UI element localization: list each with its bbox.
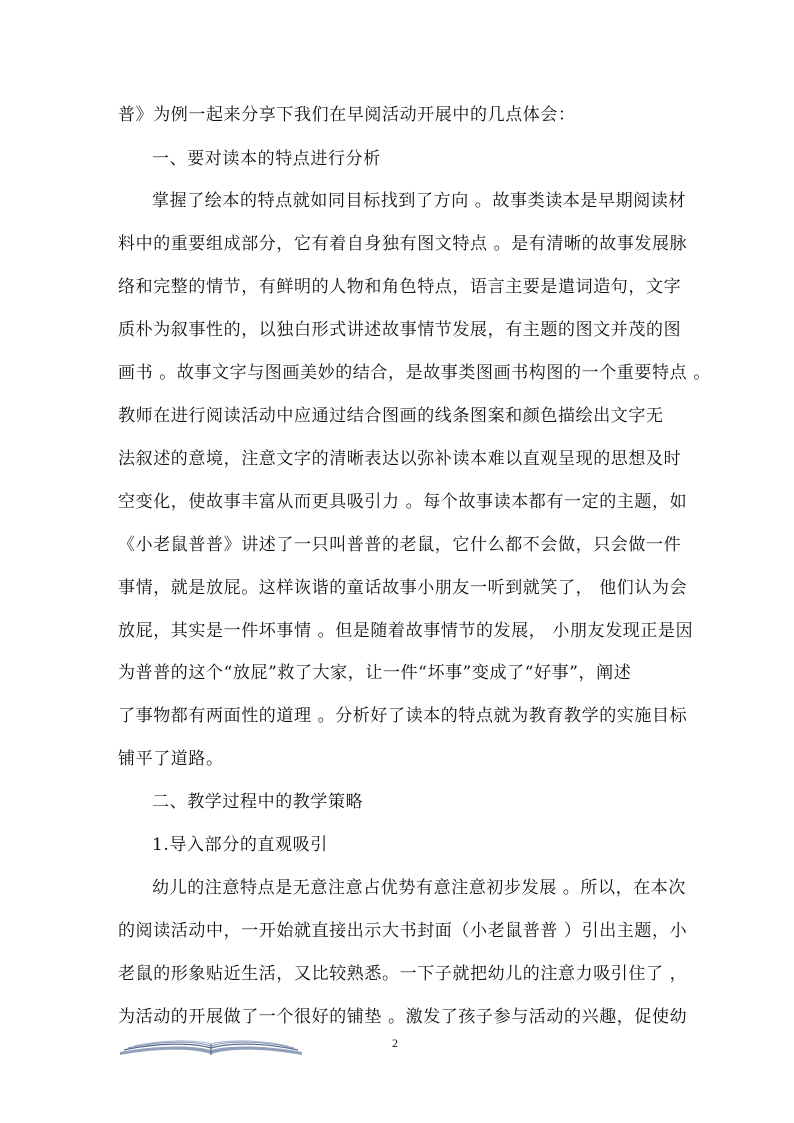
text-line: 幼儿的注意特点是无意注意占优势有意注意初步发展 。所以，在本次 xyxy=(152,878,687,898)
text-line: 掌握了绘本的特点就如同目标找到了方向 。故事类读本是早期阅读材 xyxy=(152,191,687,211)
text-line: 普》为例一起来分享下我们在早阅活动开展中的几点体会： xyxy=(118,105,576,125)
text-line: 《小老鼠普普》讲述了一只叫普普的老鼠，它什么都不会做，只会做一件 xyxy=(118,535,682,555)
text-line: 为活动的开展做了一个很好的铺垫 。激发了孩子参与活动的兴趣，促使幼 xyxy=(118,1007,688,1027)
text-line: 料中的重要组成部分，它有着自身独有图文特点 。是有清晰的故事发展脉 xyxy=(118,234,688,254)
page-number: 2 xyxy=(392,1036,398,1050)
text-line: 为普普的这个“放屁”救了大家，让一件“坏事”变成了“好事”，阐述 xyxy=(118,663,632,683)
text-line: 空变化，使故事丰富从而更具吸引力 。每个故事读本都有一定的主题，如 xyxy=(118,492,688,512)
text-line: 质朴为叙事性的，以独白形式讲述故事情节发展，有主题的图文并茂的图 xyxy=(118,320,682,340)
text-line: 的阅读活动中，一开始就直接出示大书封面（小老鼠普普 ）引出主题，小 xyxy=(118,921,688,941)
text-line: 画书 。故事文字与图画美妙的结合，是故事类图画书构图的一个重要特点 。 xyxy=(118,363,711,383)
open-book-icon xyxy=(116,1030,306,1060)
subsection-heading: 1.导入部分的直观吸引 xyxy=(152,835,328,855)
text-line: 铺平了道路。 xyxy=(118,749,224,769)
text-line: 老鼠的形象贴近生活，又比较熟悉。一下子就把幼儿的注意力吸引住了 ， xyxy=(118,964,688,984)
text-line: 络和完整的情节，有鲜明的人物和角色特点，语言主要是遣词造句，文字 xyxy=(118,277,682,297)
section-heading: 二、教学过程中的教学策略 xyxy=(152,792,364,812)
text-line: 事情，就是放屁。这样诙谐的童话故事小朋友一听到就笑了， 他们认为会 xyxy=(118,578,688,598)
section-heading: 一、要对读本的特点进行分析 xyxy=(152,149,381,169)
text-line: 教师在进行阅读活动中应通过结合图画的线条图案和颜色描绘出文字无 xyxy=(118,406,664,426)
text-line: 法叙述的意境，注意文字的清晰表达以弥补读本难以直观呈现的思想及时 xyxy=(118,449,682,469)
text-line: 放屁，其实是一件坏事情 。但是随着故事情节的发展， 小朋友发现正是因 xyxy=(118,621,694,641)
text-line: 了事物都有两面性的道理 。分析好了读本的特点就为教育教学的实施目标 xyxy=(118,706,688,726)
